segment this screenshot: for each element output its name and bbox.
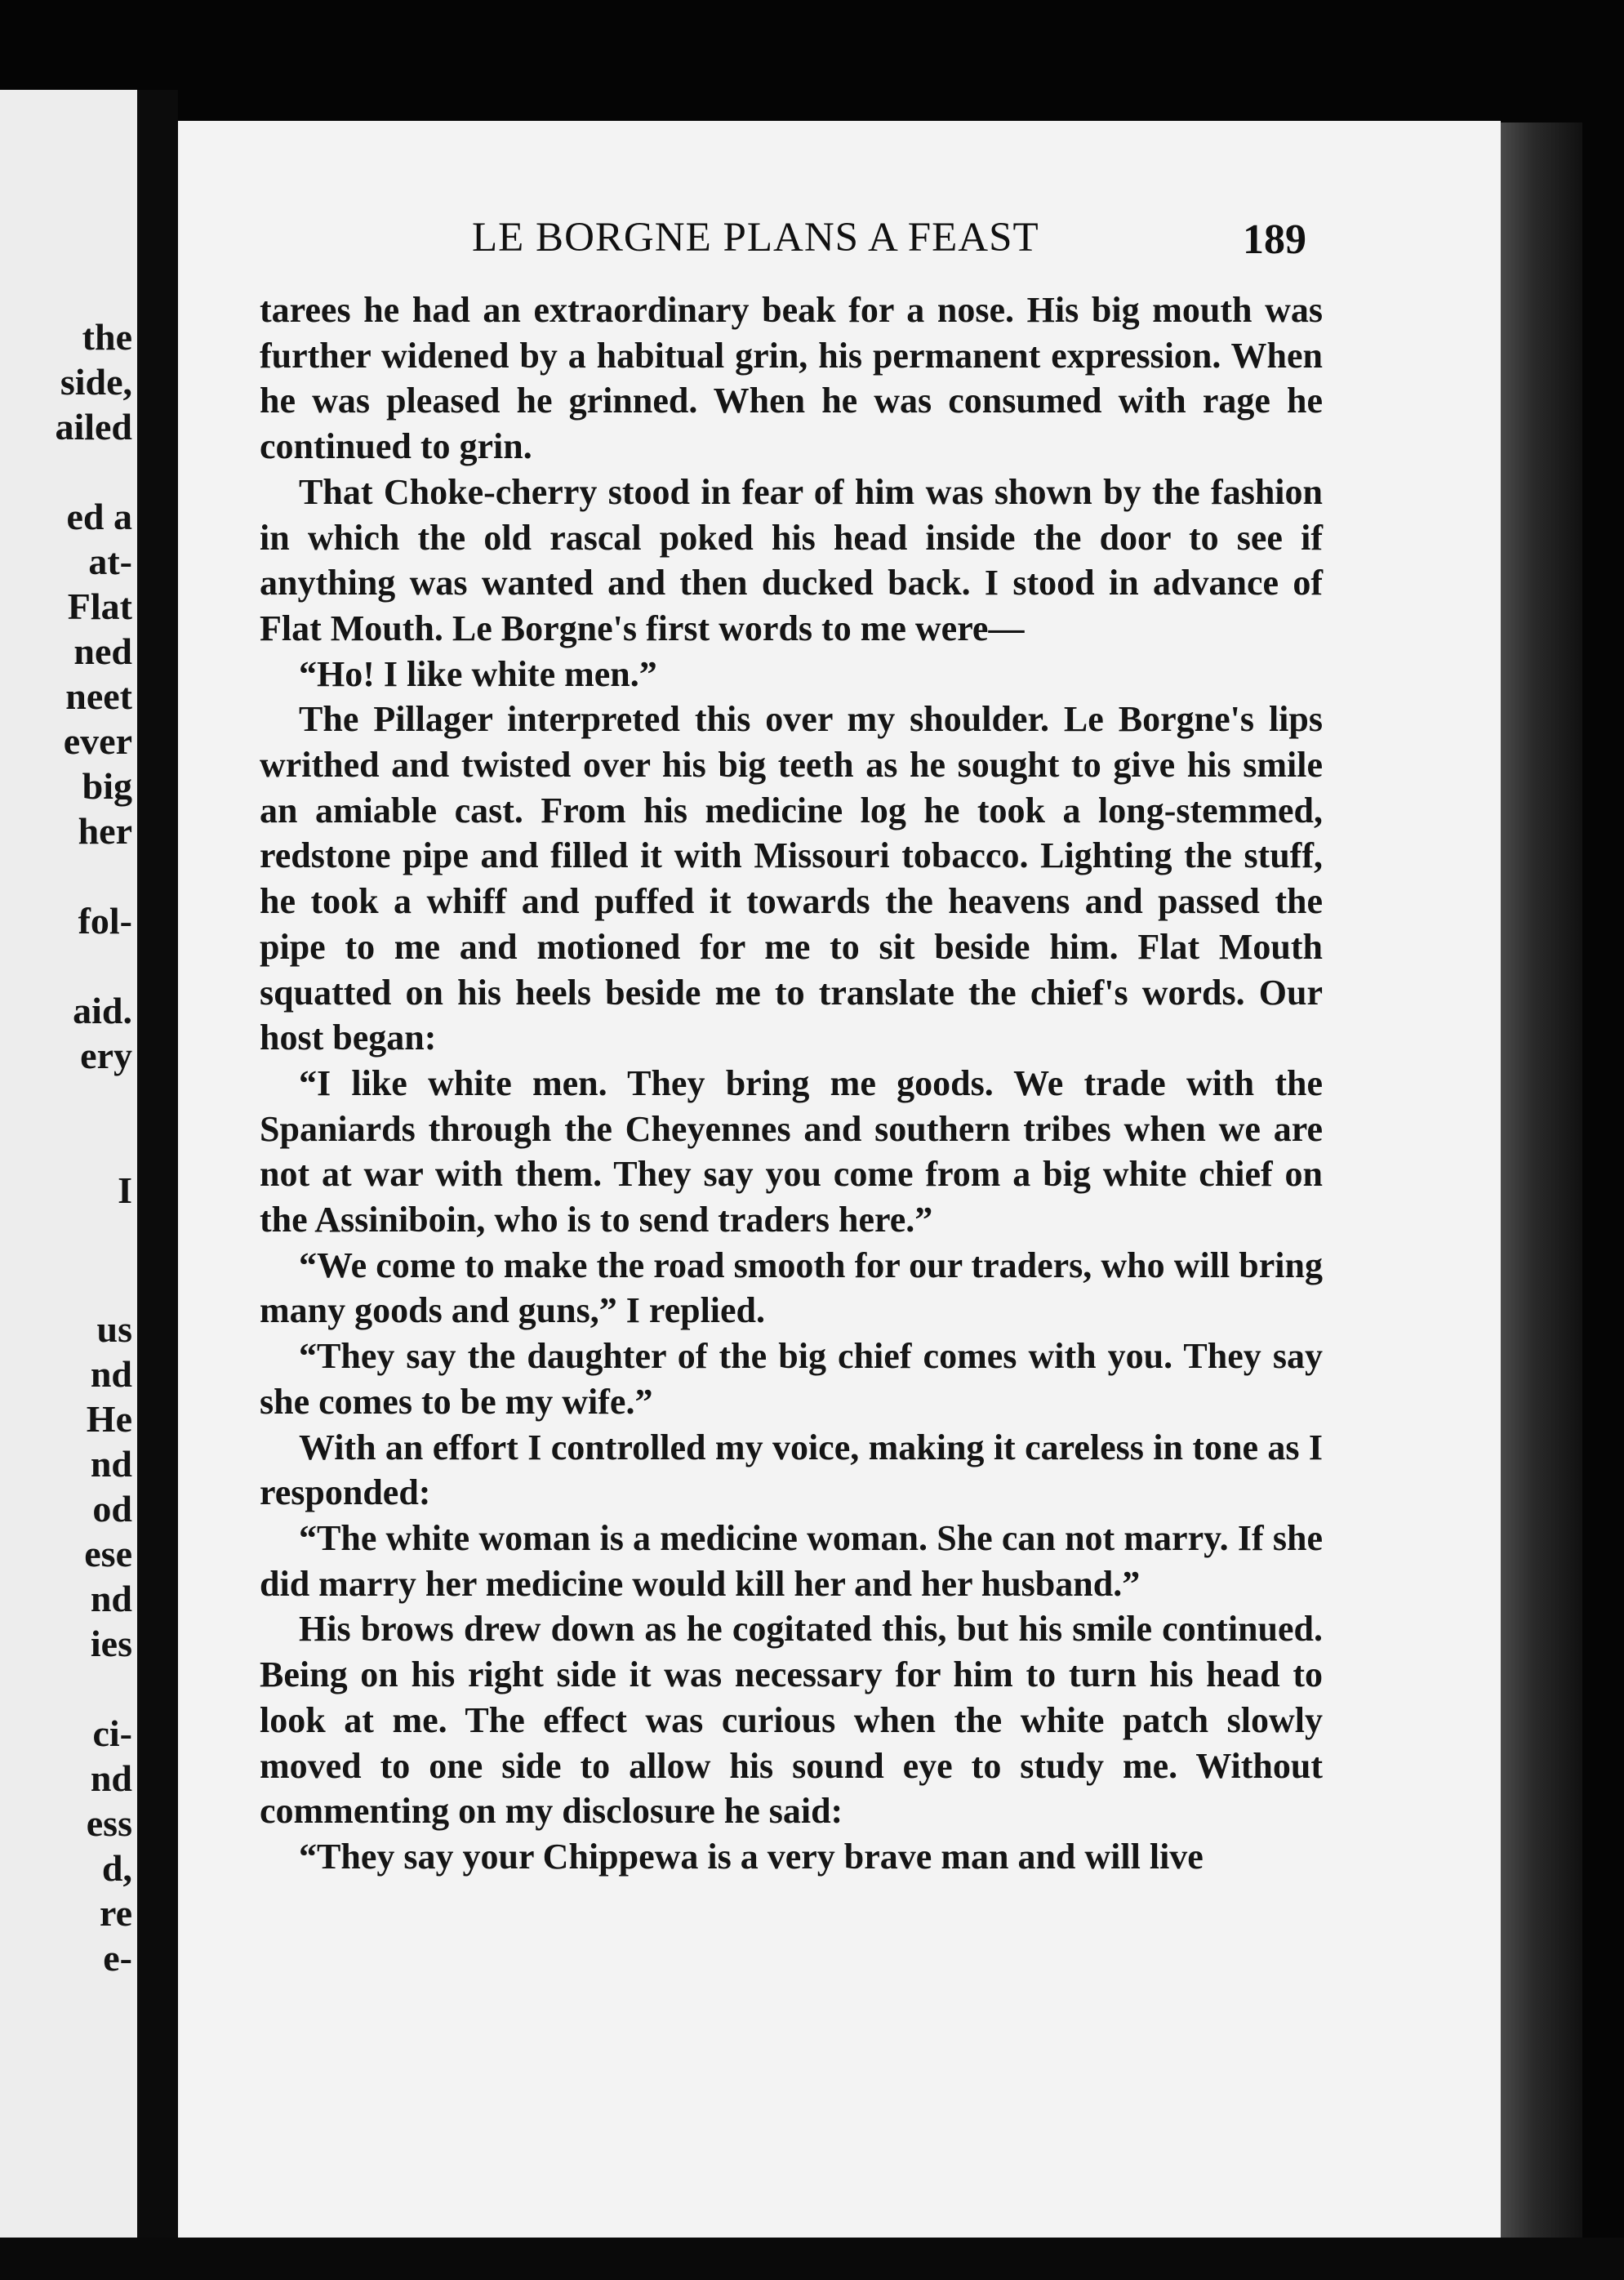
body-text [260,287,1323,1880]
page-number: 189 [1243,216,1306,263]
previous-page-text-fragment: at- [88,541,132,582]
running-head: LE BORGNE PLANS A FEAST [472,215,1039,261]
page-stack-edge [1501,122,1582,2280]
previous-page-text-fragment: d, [101,1847,132,1889]
previous-page-text-fragment: aid. [73,990,132,1031]
previous-page-text-fragment: od [92,1488,132,1530]
paragraph: The Pillager interpreted this over my shoulder. Le Borgne's lips writhed and twisted over his big teeth as he sought to give his smile an amiable cast. From his medicine log he took a long-stemmed, redstone pipe and filled it with Missouri tobacco. Lighting the stuff, he took a whiff and puffed it towards the heavens and passed the pipe to me and motioned for me to sit beside him. Flat Mouth squatted on his heels beside me to translate the chief's words. Our host began: [260,699,1323,1058]
previous-page-text-fragment: ese [84,1533,132,1574]
previous-page-text-fragment: ci- [92,1712,132,1754]
paragraph: “I like white men. They bring me goods. We trade with the Spaniards through the Cheyennes and southern tribes when we are not at war with them. They say you come from a big white chief on the Assiniboin, who is to send traders here.” [260,1062,1323,1240]
previous-page-text-fragment: He [86,1398,132,1440]
previous-page-text-fragment: ever [63,720,132,762]
previous-page-text-fragment: re [99,1892,132,1934]
paragraph: That Choke-cherry stood in fear of him was shown by the fashion in which the old rascal poked his head inside the door to see if anything was wanted and then ducked back. I stood in advance of Flat Mouth. Le Borgne's first words to me were— [260,471,1323,648]
paragraph: “They say your Chippewa is a very brave man and will live [299,1836,1204,1877]
paragraph: “Ho! I like white men.” [299,653,657,694]
previous-page-text-fragment: nd [90,1353,132,1395]
book-gutter [137,90,178,2280]
previous-page-text-fragment: nd [90,1757,132,1799]
previous-page-text-fragment: ed a [66,496,132,537]
scan-bottom-border [0,2238,1624,2280]
previous-page-text-fragment: us [96,1308,132,1350]
previous-page-text-fragment: her [78,810,132,852]
previous-page-text-fragment: Flat [67,586,132,627]
previous-page-text-fragment: nd [90,1443,132,1485]
previous-page-text-fragment: nd [90,1578,132,1619]
paragraph: “We come to make the road smooth for our traders, who will bring many goods and guns,” I replied. [260,1245,1323,1331]
paragraph: “They say the daughter of the big chief comes with you. They say she comes to be my wife.” [260,1336,1323,1422]
previous-page-text-fragment: e- [103,1937,132,1979]
previous-page-text-fragment: ned [73,630,132,672]
paragraph: With an effort I controlled my voice, making it careless in tone as I responded: [260,1427,1323,1513]
paragraph: “The white woman is a medicine woman. She can not marry. If she did marry her medicine would kill her and her husband.” [260,1517,1323,1604]
previous-page-text-fragment: the [82,316,132,358]
previous-page-text-fragment: I [118,1169,132,1211]
paragraph: His brows drew down as he cogitated this, but his smile continued. Being on his right side it was necessary for him to turn his head to look at me. The effect was curious when the white patch slowly moved to one side to allow his sound eye to study me. Without commenting on my disclosure he said: [260,1609,1323,1832]
previous-page-edge [0,90,137,2280]
previous-page-text-fragment: ery [80,1035,132,1076]
previous-page-text-fragment: ess [86,1802,132,1844]
previous-page-text-fragment: ailed [55,406,132,448]
previous-page-text-fragment: ies [90,1623,132,1664]
previous-page-text-fragment: big [82,765,132,807]
previous-page-text-fragment: side, [60,361,132,403]
paragraph: tarees he had an extraordinary beak for a nose. His big mouth was further widened by a habitual grin, his permanent expression. When he was pleased he grinned. When he was consumed with rage he continued to grin. [260,290,1323,467]
previous-page-text-fragment: neet [65,675,132,717]
previous-page-text-fragment: fol- [78,900,132,942]
